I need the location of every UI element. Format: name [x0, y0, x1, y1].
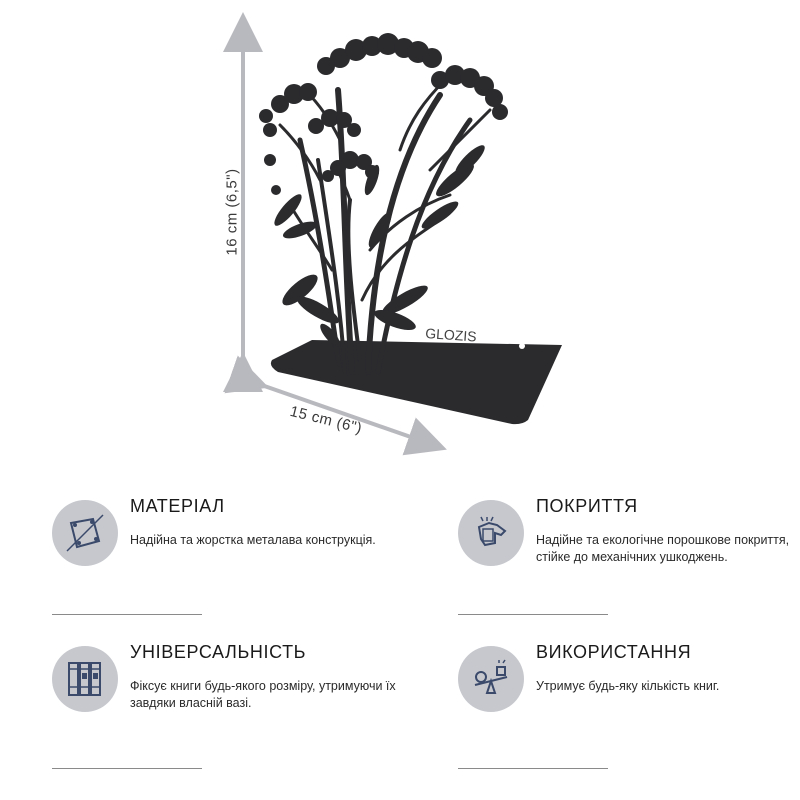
- feature-description: Надійне та екологічне порошкове покриття, стійке до механічних ушкоджень.: [536, 533, 790, 564]
- feature-title: ПОКРИТТЯ: [536, 496, 638, 516]
- divider: [458, 768, 608, 769]
- feature-description: Фіксує книги будь-якого розміру, утримуючи їх завдяки власній вазі.: [130, 679, 396, 710]
- feature-title: УНІВЕРСАЛЬНІСТЬ: [130, 642, 307, 662]
- divider: [52, 768, 202, 769]
- width-dimension-label: 15 cm (6"): [288, 402, 364, 438]
- feature-title: МАТЕРІАЛ: [130, 496, 225, 516]
- height-dimension-label: 16 cm (6,5"): [223, 168, 241, 256]
- divider: [52, 614, 202, 615]
- divider: [458, 614, 608, 615]
- spray-hand-icon: [458, 500, 524, 566]
- feature-description: Надійна та жорстка металава конструкція.: [130, 533, 376, 547]
- feature-title: ВИКОРИСТАННЯ: [536, 642, 692, 662]
- balance-icon: [458, 646, 524, 712]
- engraving-text: GLOZIS: [424, 325, 478, 345]
- feature-description: Утримує будь-яку кількість книг.: [536, 679, 720, 693]
- metal-plate-icon: [52, 500, 118, 566]
- books-icon: [52, 646, 118, 712]
